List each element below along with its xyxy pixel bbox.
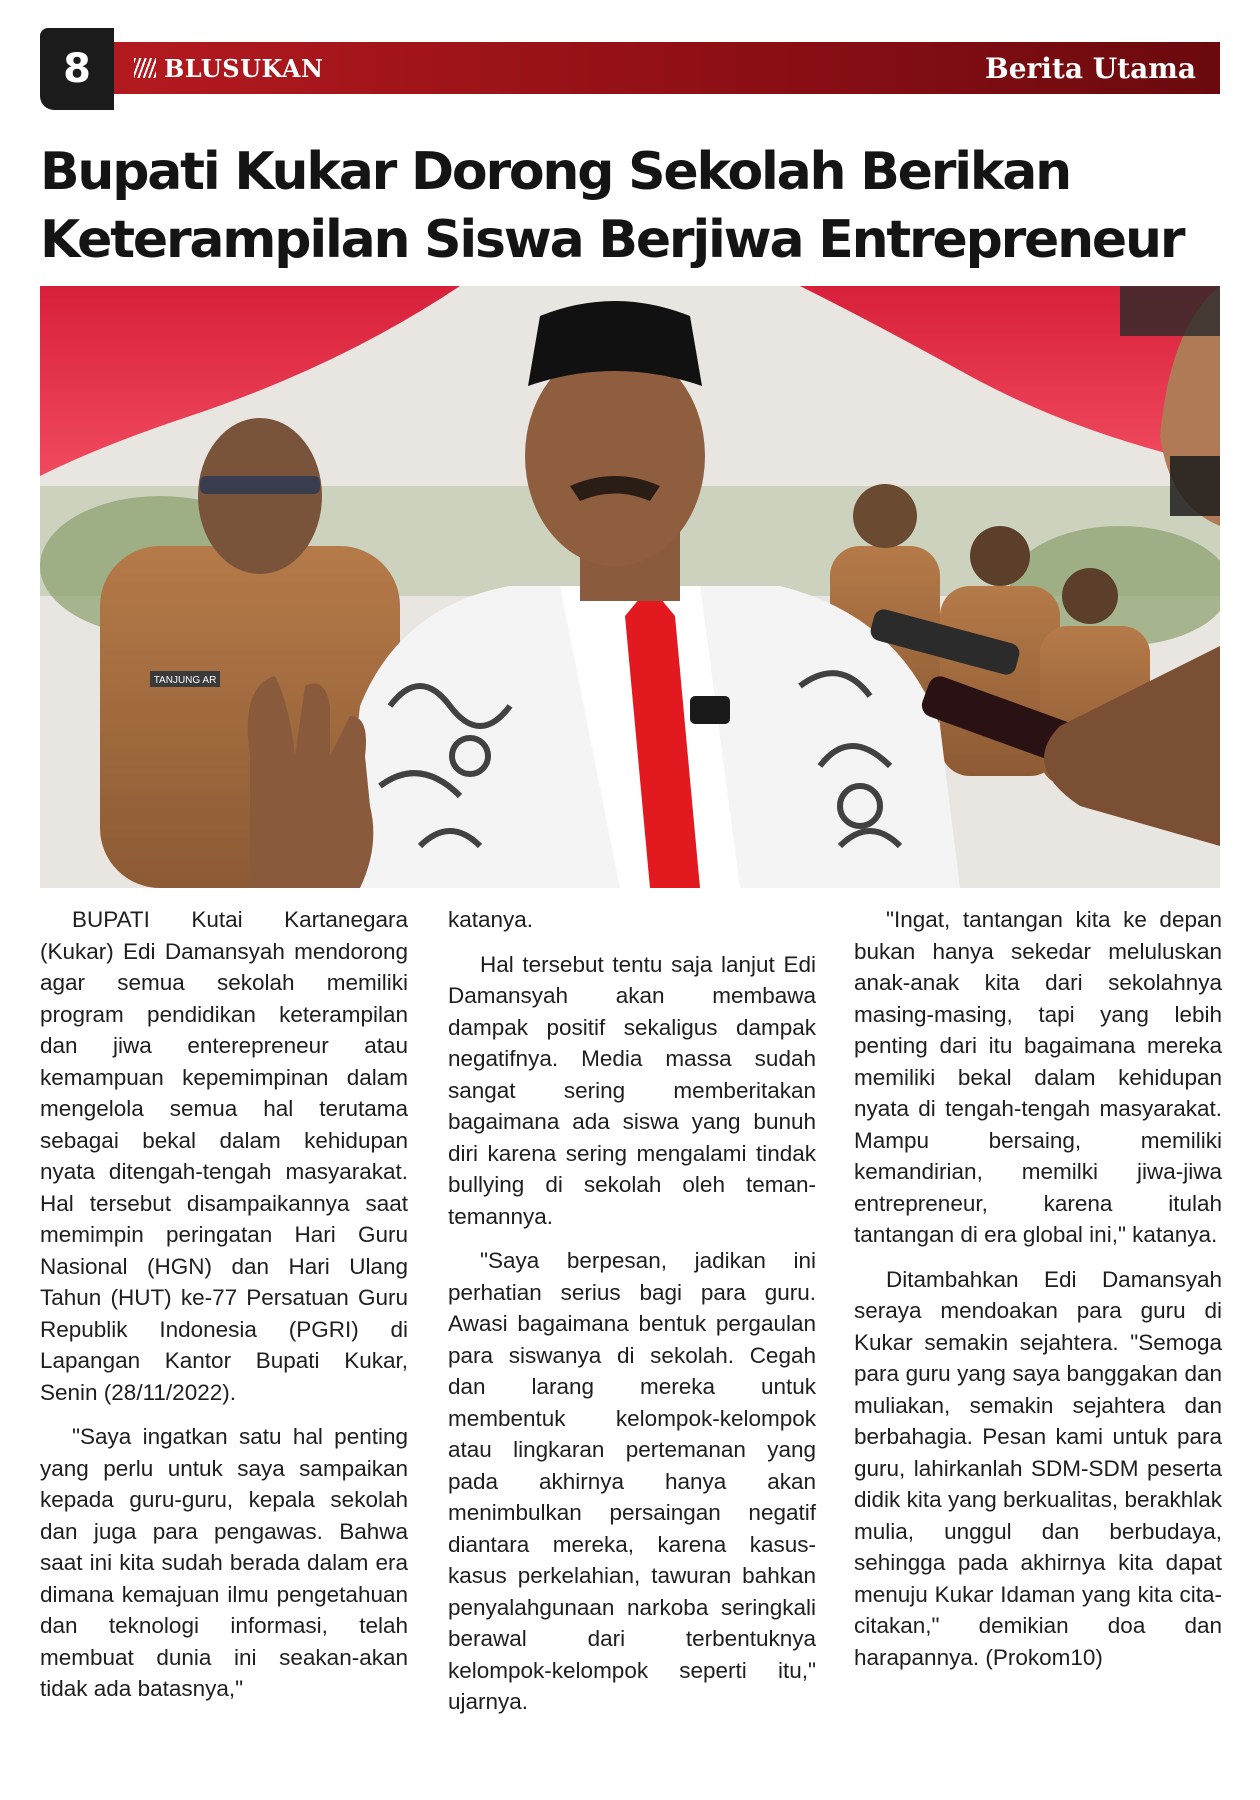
page-number: 8: [40, 28, 114, 110]
rubric: [134, 54, 323, 83]
article-column-3: [854, 904, 1222, 1686]
lapel-mic: [690, 696, 730, 724]
speaker-face: [525, 346, 705, 566]
paragraph: Hal tersebut tentu saja lanjut Edi Damansyah akan membawa dampak positif sekaligus dampak negatifnya. Media massa sudah sangat sering memberitakan bagaimana ada siswa yang bunuh diri karena sering mengalami tindak bullying di sekolah oleh teman-temannya.: [448, 951, 816, 1229]
paragraph: "Saya ingatkan satu hal penting yang perlu untuk saya sampaikan kepada guru-guru, kepala sekolah dan juga para pengawas. Bahwa saat ini kita sudah berada dalam era dimana kemajuan ilmu pengetahuan dan teknologi informasi, telah membuat dunia ini seakan-akan tidak ada batasnya,": [40, 1424, 408, 1701]
article-column-1: [40, 904, 408, 1718]
section-label: Berita Utama: [985, 51, 1196, 85]
photo-illustration: [40, 286, 1220, 888]
stripes-icon: [134, 58, 156, 78]
paragraph: "Saya berpesan, jadikan ini perhatian serius bagi para guru. Awasi bagaimana bentuk pergaulan para siswanya di sekolah. Cegah dan larang mereka untuk membentuk kelompok-kelompok atau lingkaran pertemanan yang pada akhirnya hanya akan menimbulkan persaingan negatif diantara mereka, karena kasus-kasus perkelahian, tawuran bahkan penyalahgunaan narkoba seringkali berawal dari terbentuknya kelompok-kelompok seperti itu," ujarnya.: [448, 1248, 816, 1714]
paragraph: Ditambahkan Edi Damansyah seraya mendoakan para guru di Kukar semakin sejahtera. "Semoga para guru yang saya banggakan dan muliakan, semakin sejahtera dan berbahagia. Pesan kami untuk para guru, lahirkanlah SDM-SDM peserta didik kita yang berkualitas, berakhlak mulia, unggul dan berbudaya, sehingga pada akhirnya kita dapat menuju Kukar Idaman yang kita cita-citakan," demikian doa dan harapannya. (Prokom10): [854, 1266, 1222, 1670]
header-band: [114, 42, 1220, 94]
rubric-label: BLUSUKAN: [164, 53, 324, 83]
paragraph: BUPATI Kutai Kartanegara (Kukar) Edi Damansyah mendorong agar semua sekolah memiliki program pendidikan keterampilan dan jiwa enterepreneur atau kemampuan kepemimpinan dalam mengelola semua hal terutama sebagai bekal dalam kehidupan nyata ditengah-tengah masyarakat. Hal tersebut disampaikannya saat memimpin peringatan Hari Guru Nasional (HGN) dan Hari Ulang Tahun (HUT) ke-77 Persatuan Guru Republik Indonesia (PGRI) di Lapangan Kantor Bupati Kukar, Senin (28/11/2022).: [40, 907, 408, 1405]
paragraph: katanya.: [448, 907, 534, 932]
article-headline: Bupati Kukar Dorong Sekolah Berikan Keterampilan Siswa Berjiwa Entrepreneur: [40, 142, 1184, 270]
name-tag: TANJUNG AR: [153, 675, 217, 686]
article-column-2: [448, 904, 816, 1731]
article-photo: [40, 286, 1220, 888]
paragraph: "Ingat, tantangan kita ke depan bukan hanya sekedar meluluskan anak-anak kita dari sekolahnya masing-masing, tapi yang lebih penting dari itu bagaimana mereka memiliki bekal dalam kehidupan nyata di tengah-tengah masyarakat. Mampu bersaing, memiliki kemandirian, memilki jiwa-jiwa entrepreneur, karena itulah tantangan di era global ini," katanya.: [854, 907, 1222, 1247]
